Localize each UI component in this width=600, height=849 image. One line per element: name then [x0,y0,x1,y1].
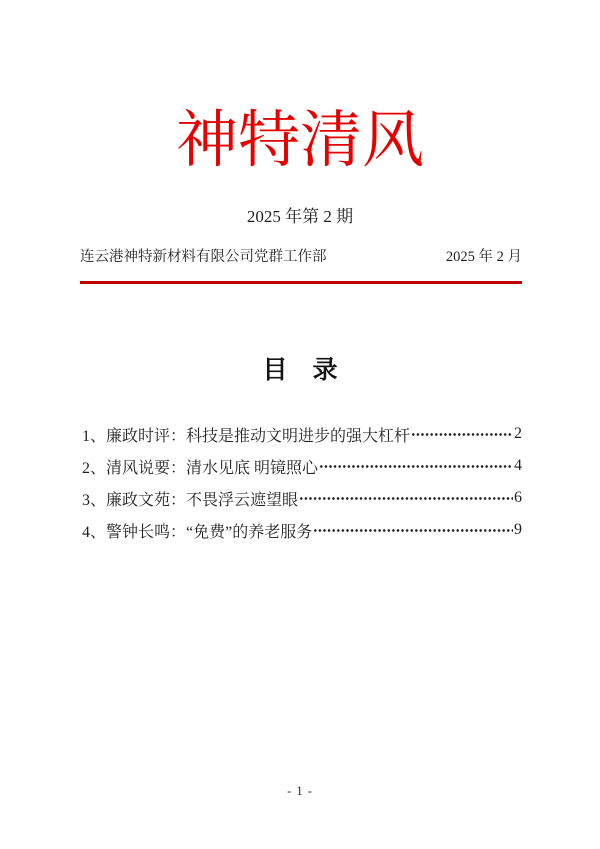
dot-leader [313,514,513,546]
footer-page-number: - 1 - [287,784,313,798]
toc-item-page-number: 9 [514,521,522,538]
dot-leader [299,482,513,514]
toc-item [82,418,522,450]
toc-item-page-number: 2 [514,425,522,442]
toc-list [82,418,522,546]
toc-item-page-number: 4 [514,457,522,474]
dot-leader [319,450,513,482]
issue-number: 2025 年第 2 期 [246,207,354,226]
toc-heading: 目 录 [262,357,338,384]
toc-item [82,514,522,546]
publish-date: 2025 年 2 月 [445,249,522,265]
toc-item [82,450,522,482]
newsletter-title: 神特清风 [175,107,424,175]
toc-item-page-number: 6 [514,489,522,506]
toc-item-label: 2、清风说要：清水见底 明镜照心 [82,459,319,477]
publisher-row [80,247,522,267]
toc-item-label: 1、廉政时评：科技是推动文明进步的强大杠杆 [82,427,411,445]
toc-item [82,482,522,514]
toc-item-label: 4、警钟长鸣：“免费”的养老服务 [82,523,313,541]
publisher-name: 连云港神特新材料有限公司党群工作部 [80,249,327,265]
red-divider-rule [80,281,522,284]
toc-item-label: 3、廉政文苑：不畏浮云遮望眼 [82,491,299,509]
dot-leader [411,418,513,450]
